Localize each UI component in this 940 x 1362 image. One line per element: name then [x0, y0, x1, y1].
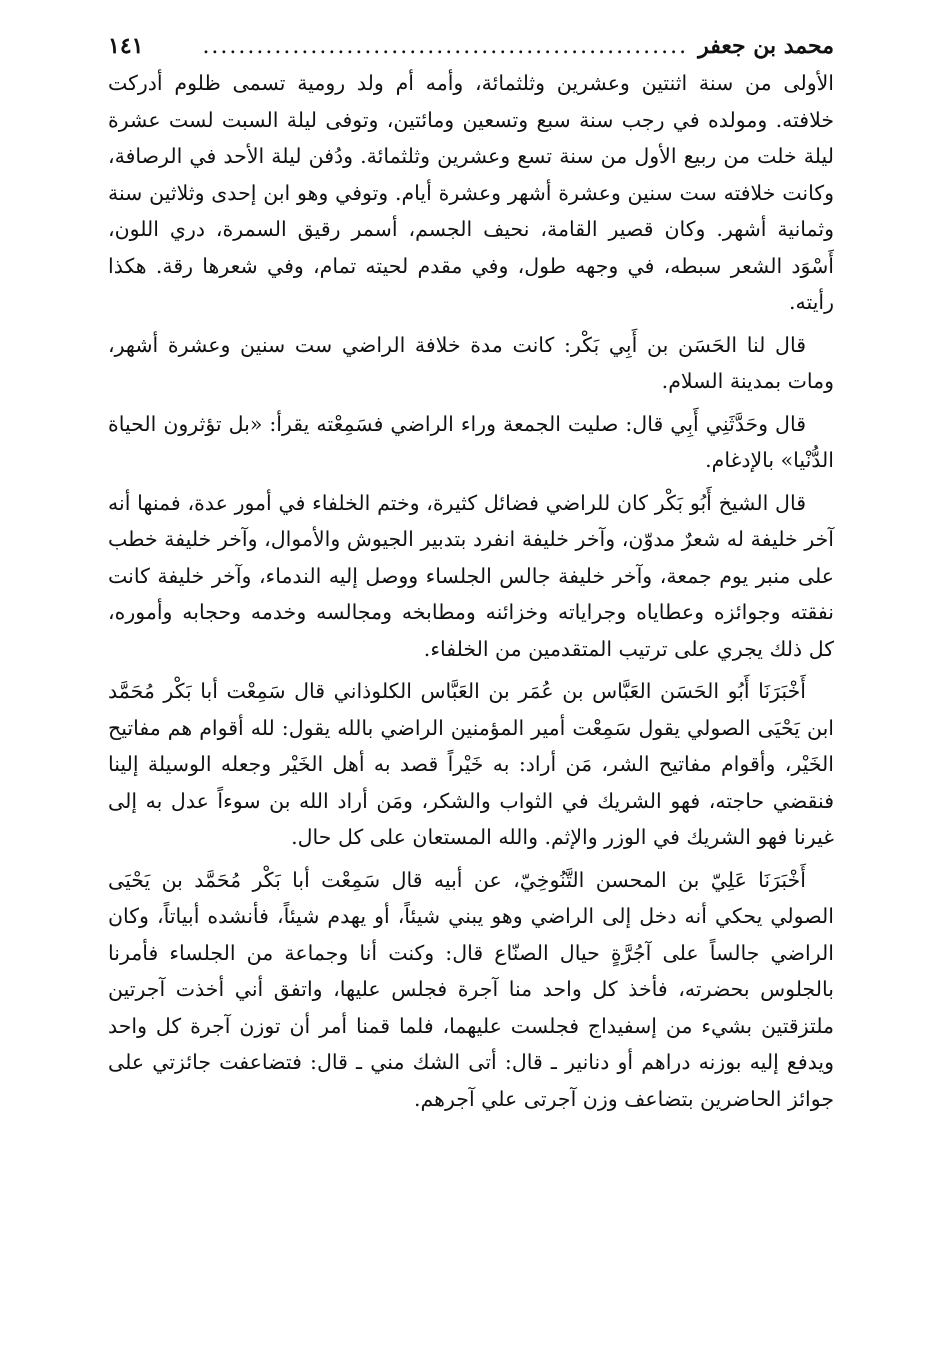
paragraph-6: أَخْبَرَنَا عَلِيّ بن المحسن التَّنُوخِيّ، عن أبيه قال سَمِعْت أبا بَكْر مُحَمَّد بن يَحْيَى الصولي يحكي أنه دخل إلى الراضي وهو يبني شيئاً، أو يهدم شيئاً، فأنشده أبياتاً، وكان الراضي جالساً على آجُرَّةٍ حيال الصنّاع قال: وكنت أنا وجماعة من الجلساء فأمرنا بالجلوس بحضرته، فأخذ كل واحد منا آجرة فجلس عليها، واتفق أني أخذت آجرتين ملتزقتين بشيء من إسفيداج فجلست عليهما، فلما قمنا أمر أن توزن آجرة كل واحد ويدفع إليه بوزنه دراهم أو دنانير ـ قال: أتى الشك مني ـ قال: فتضاعفت جائزتي على جوائز الحاضرين بتضاعف وزن آجرتى علي آجرهم.	[108, 867, 834, 1111]
paragraph-2: قال لنا الحَسَن بن أَبِي بَكْر: كانت مدة خلافة الراضي ست سنين وعشرة أشهر، ومات بمدينة السلام.	[108, 332, 834, 393]
running-head: محمد بن جعفر	[698, 33, 834, 59]
paragraph-5: أَخْبَرَنَا أَبُو الحَسَن العَبَّاس بن عُمَر بن العَبَّاس الكلوذاني قال سَمِعْت أبا بَكْر مُحَمَّد ابن يَحْيَى الصولي يقول سَمِعْت أمير المؤمنين الراضي بالله يقول: لله أقوام هم مفاتيح الخَيْر، وأقوام مفاتيح الشر، مَن أراد: به خَيْراً قصد به أهل الخَيْر وجعله الوسيلة إلينا فنقضي حاجته، فهو الشريك في الثواب والشكر، ومَن أراد الله بن سوءاً عدل به إلى غيرنا فهو الشريك في الوزر والإثم. والله المستعان على كل حال.	[108, 679, 834, 849]
paragraph-3: قال وحَدَّثَنِي أَبِي قال: صليت الجمعة وراء الراضي فسَمِعْته يقرأ: «بل تؤثرون الحياة الدُّنْيا» بالإدغام.	[108, 411, 834, 472]
paragraph-4: قال الشيخ أَبُو بَكْر كان للراضي فضائل كثيرة، وختم الخلفاء في أمور عدة، فمنها أنه آخر خليفة له شعرٌ مدوّن، وآخر خليفة انفرد بتدبير الجيوش والأموال، وآخر خليفة خطب على منبر يوم جمعة، وآخر خليفة جالس الجلساء ووصل إليه الندماء، وآخر خليفة كانت نفقته وجوائزه وعطاياه وجراياته وخزائنه ومطابخه ومجالسه وخدمه وحجابه وأموره، كل ذلك يجري على ترتيب المتقدمين من الخلفاء.	[108, 490, 834, 661]
page-number: ١٤١	[108, 33, 144, 59]
book-page	[108, 30, 834, 1123]
paragraph-1: الأولى من سنة اثنتين وعشرين وثلثمائة، وأمه أم ولد رومية تسمى ظلوم أدركت خلافته. ومولده في رجب سنة سبع وتسعين ومائتين، وتوفى ليلة السبت لست عشرة ليلة خلت من ربيع الأول من سنة تسع وعشرين وثلثمائة. ودُفن ليلة الأحد في الرصافة، وكانت خلافته ست سنين وعشرة أشهر وعشرة أيام. وتوفي وهو ابن إحدى وثلاثين سنة وثمانية أشهر. وكان قصير القامة، نحيف الجسم، أسمر رقيق السمرة، دري اللون، أَسْوَد الشعر سبطه، في وجهه طول، وفي مقدم لحيته تمام، وفي شعرها رقة. هكذا رأيته.	[108, 71, 834, 314]
dot-leader: ......................................................	[202, 34, 689, 59]
page-header	[108, 30, 834, 63]
